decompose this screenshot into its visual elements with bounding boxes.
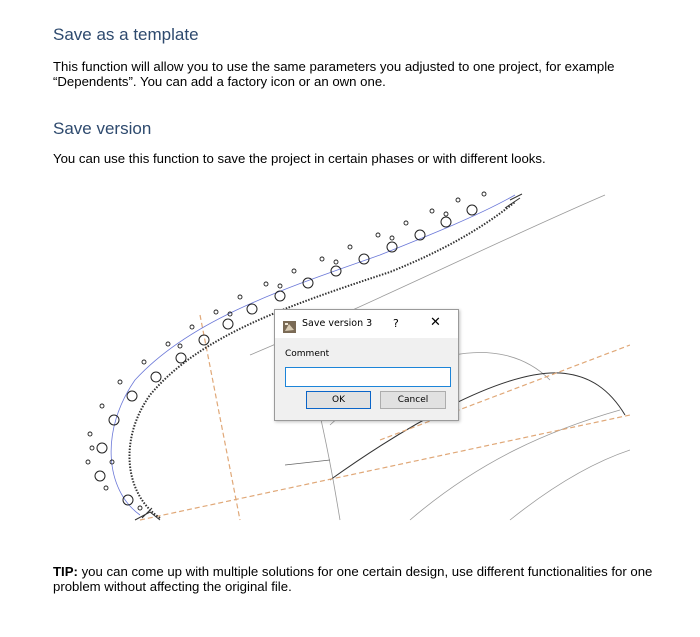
construction-line: [285, 460, 330, 465]
cancel-button[interactable]: Cancel: [380, 391, 446, 409]
guide-line: [200, 315, 240, 520]
app-icon: [283, 318, 296, 330]
heading-save-version: Save version: [53, 119, 152, 138]
close-icon[interactable]: ✕: [430, 315, 441, 330]
paragraph-save-version: You can use this function to save the project in certain phases or with different looks.: [53, 151, 546, 166]
guide-line: [140, 415, 630, 520]
tip-text: you can come up with multiple solutions for one certain design, use different functionalities for one problem without affecting the original file.: [53, 564, 653, 594]
tip-label: TIP:: [53, 564, 78, 579]
comment-input[interactable]: [285, 367, 451, 387]
construction-curve: [410, 410, 620, 520]
dialog-titlebar: [275, 310, 458, 338]
save-version-dialog: [274, 309, 459, 421]
construction-curve: [510, 450, 630, 520]
tip-paragraph: [53, 564, 653, 594]
dialog-title: Save version 3: [302, 318, 373, 329]
construction-curve: [320, 415, 340, 520]
paragraph-save-template: This function will allow you to use the same parameters you adjusted to one project, for example “Dependents”. You can add a factory icon or an own one.: [53, 59, 615, 89]
ok-button[interactable]: OK: [306, 391, 371, 409]
heading-save-template: Save as a template: [53, 25, 199, 44]
help-icon[interactable]: ?: [393, 317, 399, 330]
comment-label: Comment: [285, 349, 330, 359]
